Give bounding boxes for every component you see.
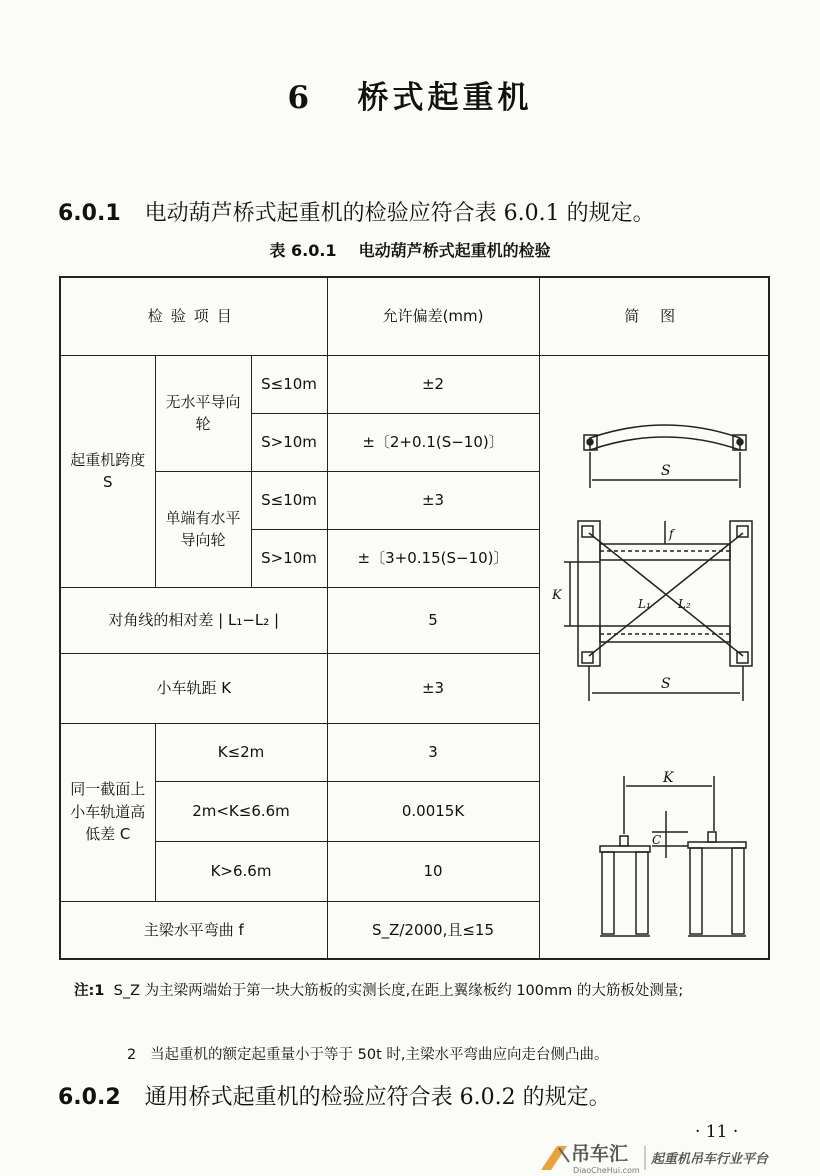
rail-cond: K>6.6m: [155, 841, 327, 901]
rail-cond: K≤2m: [155, 723, 327, 781]
gauge-label: 小车轨距 K: [60, 653, 327, 723]
note-label: 注:1: [74, 983, 105, 999]
span-group-label: 无水平导向轮: [155, 355, 251, 471]
section-text: 通用桥式起重机的检验应符合表 6.0.2 的规定。: [144, 1085, 611, 1110]
section-6-0-2: [58, 1080, 611, 1111]
note-1: [74, 975, 774, 1007]
rail-height-label: 同一截面上小车轨道高低差 C: [60, 723, 155, 901]
span-cond: S≤10m: [251, 471, 327, 529]
inspection-table: [59, 276, 770, 960]
girder-arc: [590, 425, 740, 450]
note-2-text: 当起重机的额定起重量小于等于 50t 时,主梁水平弯曲应向走台侧凸曲。: [150, 1047, 609, 1063]
span-group-label: 单端有水平导向轮: [155, 471, 251, 587]
crane-diagrams: [540, 356, 768, 958]
watermark-logo: [537, 1136, 820, 1176]
end-beam-right: [730, 521, 752, 666]
note-1-text: S_Z 为主梁两端始于第一块大筋板的实测长度,在距上翼缘板约 100mm 的大筋板处测量;: [113, 983, 684, 999]
span-tol: ±3: [327, 471, 539, 529]
section-6-0-1: [58, 196, 655, 227]
diagonal-label: 对角线的相对差 | L₁−L₂ |: [60, 587, 327, 653]
table-caption: [0, 238, 820, 261]
girder-bend-tol: S_Z/2000,且≤15: [327, 901, 539, 959]
header-diagram: 简 图: [539, 277, 769, 355]
brand-name: 吊车汇: [571, 1143, 629, 1165]
section-number: 6.0.2: [58, 1085, 121, 1110]
header-item: 检验项目: [60, 277, 327, 355]
rail-tol: 3: [327, 723, 539, 781]
label-k2: K: [662, 769, 673, 786]
span-cond: S≤10m: [251, 355, 327, 413]
page-number: · 11 ·: [695, 1122, 739, 1142]
label-l2: L₂: [677, 596, 691, 611]
table-title: 电动葫芦桥式起重机的检验: [358, 241, 551, 260]
span-label: 起重机跨度 S: [60, 355, 155, 587]
note-2: [127, 1043, 609, 1064]
section-number: 6.0.1: [58, 201, 121, 226]
crane-hook-icon: [541, 1146, 569, 1170]
label-f: f: [668, 526, 673, 541]
rail-tol: 0.0015K: [327, 781, 539, 841]
diagram-cell: [539, 355, 769, 959]
rail-cond: 2m<K≤6.6m: [155, 781, 327, 841]
label-c: C: [651, 832, 661, 847]
span-tol: ±〔3+0.15(S−10)〕: [327, 529, 539, 587]
header-tolerance: 允许偏差(mm): [327, 277, 539, 355]
span-tol: ±2: [327, 355, 539, 413]
chapter-name: 桥式起重机: [357, 80, 533, 116]
note-2-number: 2: [127, 1047, 137, 1063]
table-header-row: [60, 277, 769, 355]
chapter-title: [0, 72, 820, 117]
section-text: 电动葫芦桥式起重机的检验应符合表 6.0.1 的规定。: [144, 201, 655, 226]
label-s1: S: [660, 462, 671, 479]
label-k1: K: [551, 587, 562, 603]
table-number: 表 6.0.1: [269, 241, 337, 260]
span-cond: S>10m: [251, 413, 327, 471]
chapter-number: 6: [287, 80, 314, 116]
table-row: [60, 355, 769, 413]
end-beam-left: [578, 521, 600, 666]
girder-bend-label: 主梁水平弯曲 f: [60, 901, 327, 959]
label-l1: L₁: [637, 596, 651, 611]
brand-slogan: 起重机吊车行业平台: [651, 1152, 769, 1167]
span-cond: S>10m: [251, 529, 327, 587]
diagonal-tol: 5: [327, 587, 539, 653]
gauge-tol: ±3: [327, 653, 539, 723]
label-s2: S: [660, 675, 671, 692]
rail-tol: 10: [327, 841, 539, 901]
span-tol: ±〔2+0.1(S−10)〕: [327, 413, 539, 471]
brand-domain: DiaoCheHui.com: [573, 1166, 640, 1175]
